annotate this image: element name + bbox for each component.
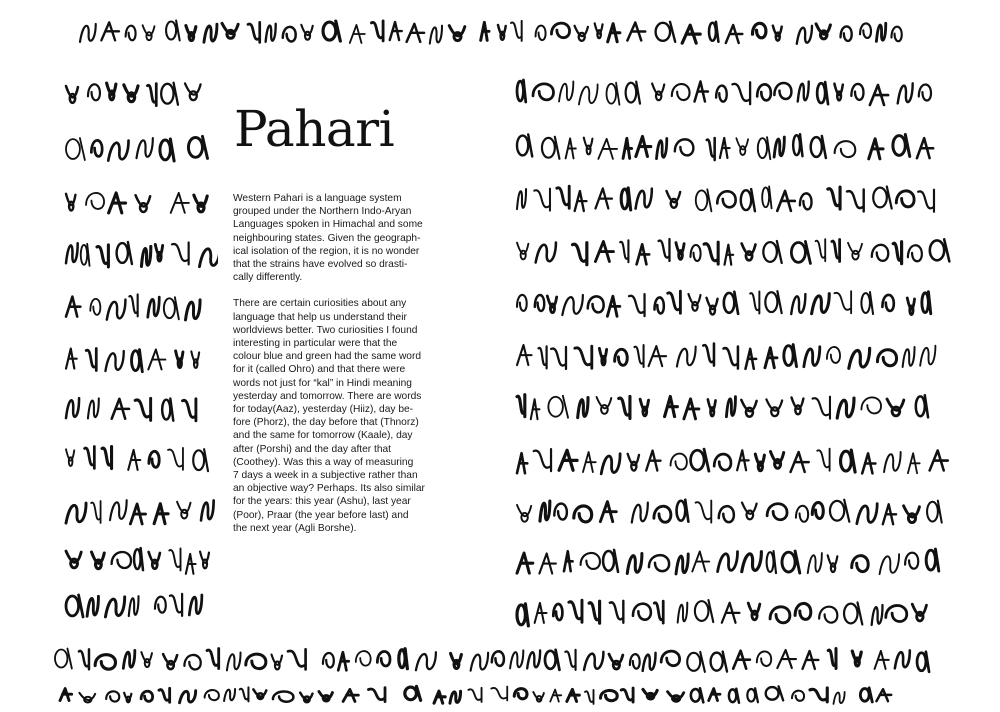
paragraph-curiosities: There are certain curiosities about any language that help us understand their worldviews better. Two curiosities I found interesting in particular were that the colour blue and green had the same word for it (called Ohro) and that there were words not just for “kal” in Hindi meaning yesterday and tomorrow. There are words for today(Aaz), yesterday (Hiiz), day be- fore (Phorz), the day before that (Thnorz) and the same for tomorrow (Kaale), day after (Porshi) and the day after that (Coothey). Was this a way of measuring 7 days a week in a subjective rather than an objective way? Perhaps. Its also similar for the years: this year (Ashu), last year (Poor), Praar (the year before last) and the next year (Agli Borshe). bbox=[233, 298, 425, 534]
page-title: Pahari bbox=[234, 100, 395, 158]
paragraph-intro: Western Pahari is a language system grouped under the Northern Indo-Aryan Languages spoken in Himachal and some neighbouring states. Given the geograph- ical isolation of the region, it is no wonder that the strains have evolved so drasti- cally differently. bbox=[233, 193, 423, 284]
article-body bbox=[233, 192, 505, 548]
